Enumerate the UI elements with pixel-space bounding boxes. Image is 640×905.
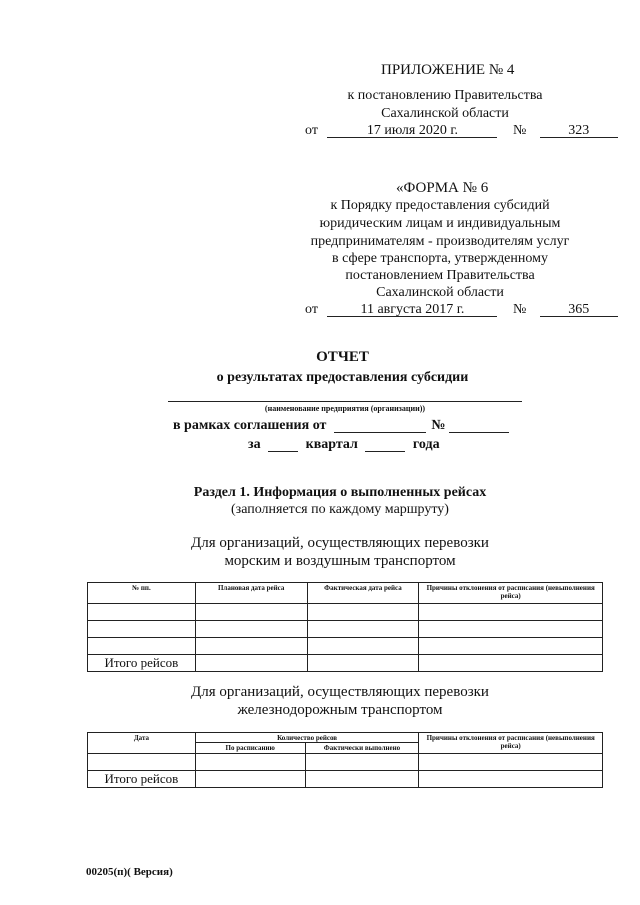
report-title: ОТЧЕТ xyxy=(316,349,369,365)
col-reasons: Причины отклонения от расписания (невыполнения рейса) xyxy=(419,733,603,754)
appendix-line-1: к постановлению Правительства xyxy=(347,88,543,103)
footer-code: 00205(п)( Версия) xyxy=(86,866,173,878)
table-row xyxy=(88,604,603,621)
table-row xyxy=(88,638,603,655)
form-date-line xyxy=(305,302,618,318)
period-year: года xyxy=(412,437,440,452)
table-cell[interactable] xyxy=(419,771,603,788)
report-subtitle: о результатах предоставления субсидии xyxy=(216,370,469,385)
total-row xyxy=(88,655,603,672)
table-cell[interactable] xyxy=(419,638,603,655)
table-cell[interactable] xyxy=(307,604,419,621)
form-date: 11 августа 2017 г. xyxy=(327,303,497,317)
appendix-date-line xyxy=(305,123,618,139)
org-name-line xyxy=(168,401,522,402)
col-actual: Фактически выполнено xyxy=(305,743,419,754)
form-title: «ФОРМА № 6 xyxy=(396,180,489,196)
org-name-caption: (наименование предприятия (организации)) xyxy=(264,404,426,413)
table-cell[interactable] xyxy=(419,621,603,638)
col-reasons: Причины отклонения от расписания (невыполнения рейса) xyxy=(419,583,603,604)
table-cell[interactable] xyxy=(305,771,419,788)
table-cell[interactable] xyxy=(88,621,196,638)
section1-title: Раздел 1. Информация о выполненных рейсах xyxy=(193,485,487,500)
sea-air-table xyxy=(87,582,603,672)
table-cell[interactable] xyxy=(307,655,419,672)
quarter-blank xyxy=(268,438,298,452)
table-cell[interactable] xyxy=(195,638,307,655)
form-line-4: в сфере транспорта, утвержденному xyxy=(332,251,548,266)
col-date: Дата xyxy=(88,733,196,754)
form-line-3: предпринимателям - производителям услуг xyxy=(310,234,570,249)
form-number: 365 xyxy=(540,303,618,317)
agreement-number-blank xyxy=(449,419,509,433)
rail-heading-1: Для организаций, осуществляющих перевозки xyxy=(191,684,489,700)
table-cell[interactable] xyxy=(195,754,305,771)
agreement-num-label: № xyxy=(431,418,446,433)
form-line-2: юридическим лицам и индивидуальным xyxy=(319,216,561,231)
appendix-date: 17 июля 2020 г. xyxy=(327,124,497,138)
table-cell[interactable] xyxy=(305,754,419,771)
col-number: № пп. xyxy=(88,583,196,604)
section1-note: (заполняется по каждому маршруту) xyxy=(231,502,449,517)
appendix-from-label: от xyxy=(305,123,318,138)
col-scheduled: По расписанию xyxy=(195,743,305,754)
form-line-5: постановлением Правительства xyxy=(345,268,535,283)
total-label: Итого рейсов xyxy=(88,771,196,788)
table-cell[interactable] xyxy=(195,604,307,621)
agreement-date-blank xyxy=(334,419,426,433)
form-from-label: от xyxy=(305,302,318,317)
period-quarter: квартал xyxy=(305,437,358,452)
table-cell[interactable] xyxy=(195,655,307,672)
col-planned-date: Плановая дата рейса xyxy=(195,583,307,604)
appendix-line-2: Сахалинской области xyxy=(381,106,509,121)
table-cell[interactable] xyxy=(419,754,603,771)
period-line xyxy=(248,437,440,453)
table-cell[interactable] xyxy=(419,655,603,672)
agreement-line xyxy=(173,418,509,434)
appendix-number: 323 xyxy=(540,124,618,138)
total-row xyxy=(88,771,603,788)
table-cell[interactable] xyxy=(88,754,196,771)
table-cell[interactable] xyxy=(195,621,307,638)
period-prefix: за xyxy=(248,437,261,452)
sea-air-heading-2: морским и воздушным транспортом xyxy=(224,553,456,569)
table-cell[interactable] xyxy=(419,604,603,621)
table-cell[interactable] xyxy=(88,638,196,655)
table-cell[interactable] xyxy=(307,621,419,638)
table-cell[interactable] xyxy=(88,604,196,621)
table-row xyxy=(88,621,603,638)
col-actual-date: Фактическая дата рейса xyxy=(307,583,419,604)
col-trip-count: Количество рейсов xyxy=(195,733,419,743)
appendix-title: ПРИЛОЖЕНИЕ № 4 xyxy=(381,62,515,78)
appendix-num-label: № xyxy=(512,123,527,138)
form-line-1: к Порядку предоставления субсидий xyxy=(330,198,550,213)
rail-heading-2: железнодорожным транспортом xyxy=(237,702,443,718)
form-num-label: № xyxy=(512,302,527,317)
total-label: Итого рейсов xyxy=(88,655,196,672)
table-row xyxy=(88,754,603,771)
table-cell[interactable] xyxy=(195,771,305,788)
table-cell[interactable] xyxy=(307,638,419,655)
rail-table xyxy=(87,732,603,788)
form-line-6: Сахалинской области xyxy=(376,285,504,300)
agreement-label: в рамках соглашения от xyxy=(173,418,327,433)
sea-air-heading-1: Для организаций, осуществляющих перевозки xyxy=(191,535,489,551)
year-blank xyxy=(365,438,405,452)
